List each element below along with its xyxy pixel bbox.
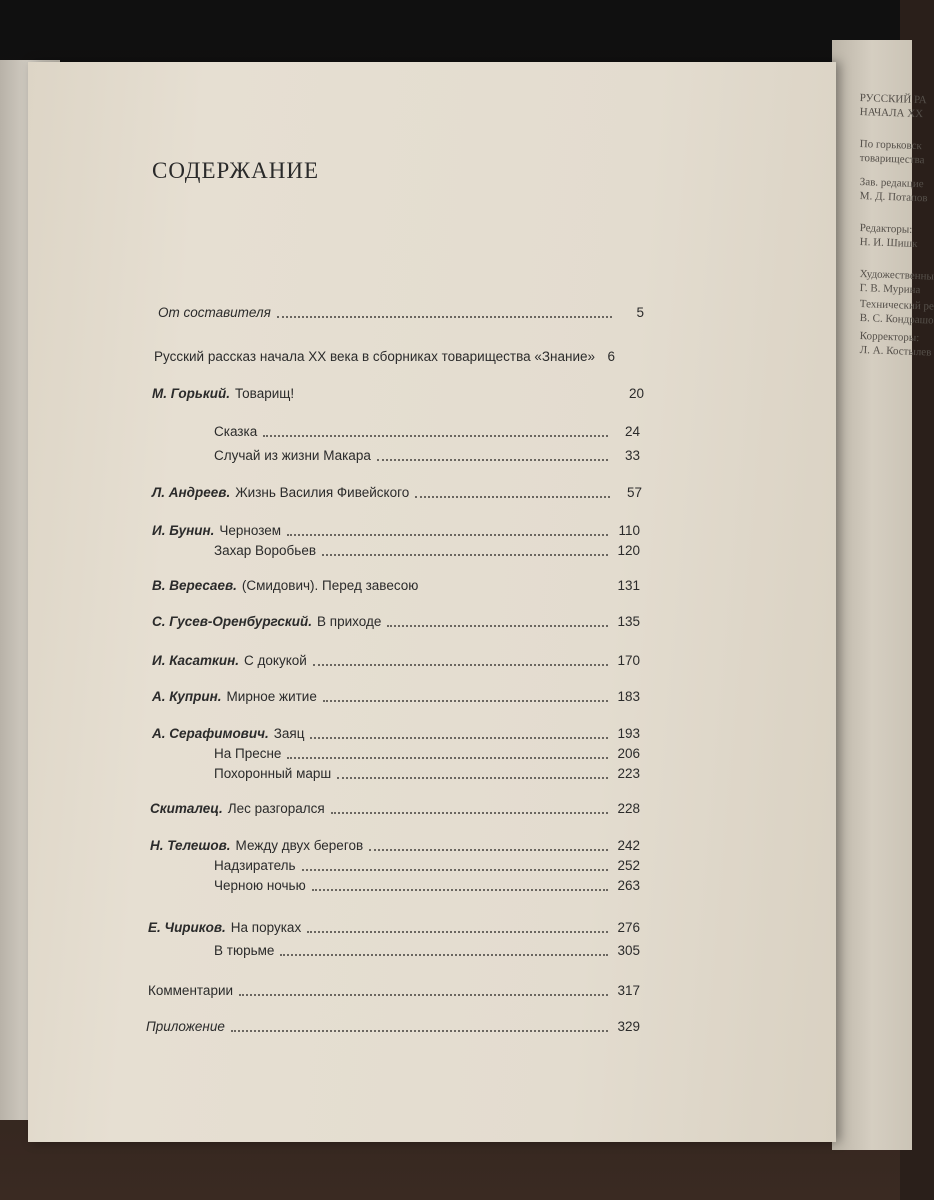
entry-title: С докукой xyxy=(244,653,307,668)
toc-entry xyxy=(148,920,640,935)
entry-author: Е. Чириков. xyxy=(148,920,226,935)
facing-page-line: В. С. Кондрашо xyxy=(859,312,934,327)
page-title: СОДЕРЖАНИЕ xyxy=(152,158,320,183)
entry-author: М. Горький. xyxy=(152,386,230,401)
entry-title: Мирное житие xyxy=(226,689,317,704)
toc-entry xyxy=(152,386,644,401)
page-number: 57 xyxy=(626,485,642,500)
page-number: 131 xyxy=(617,578,640,593)
toc-entry xyxy=(150,801,640,816)
page-number: 242 xyxy=(617,838,640,853)
page-number: 223 xyxy=(617,766,640,781)
toc-entry xyxy=(152,523,640,538)
dot-leader xyxy=(310,737,608,739)
page-number: 20 xyxy=(628,386,644,401)
dot-leader xyxy=(322,554,608,556)
toc-entry xyxy=(152,485,642,500)
entry-title: Комментарии xyxy=(148,983,234,998)
dot-leader xyxy=(387,625,608,627)
page-number: 183 xyxy=(617,689,640,704)
entry-title: В тюрьме xyxy=(214,943,275,958)
facing-page-line: Художественны xyxy=(859,268,934,283)
facing-page-line: Г. В. Мурина xyxy=(859,282,921,297)
entry-title: Надзиратель xyxy=(214,858,296,873)
entry-title: Сказка xyxy=(214,424,258,439)
page-number: 276 xyxy=(617,920,640,935)
entry-title: Русский рассказ начала XX века в сборниках товарищества «Знание» xyxy=(154,349,596,364)
page-number: 135 xyxy=(617,614,640,629)
facing-page-line: Редакторы: xyxy=(859,222,913,236)
facing-page-line: РУССКИЙ РА xyxy=(859,92,927,107)
page-number: 170 xyxy=(617,653,640,668)
page-number: 6 xyxy=(607,349,616,364)
dot-leader xyxy=(312,889,608,891)
page-number: 305 xyxy=(617,943,640,958)
toc-entry xyxy=(214,858,640,873)
toc-entry xyxy=(214,424,640,439)
entry-author: С. Гусев-Оренбургский. xyxy=(152,614,313,629)
dot-leader xyxy=(377,459,608,461)
entry-title: Случай из жизни Макара xyxy=(214,448,371,463)
toc-entry xyxy=(150,838,640,853)
dot-leader xyxy=(337,777,608,779)
entry-title: Между двух берегов xyxy=(235,838,364,853)
entry-title: Чернозем xyxy=(219,523,282,538)
toc-entry xyxy=(214,448,640,463)
page-number: 24 xyxy=(624,424,640,439)
facing-page-line: НАЧАЛА XX xyxy=(859,106,924,121)
toc-entry xyxy=(152,726,640,741)
toc-entry xyxy=(152,614,640,629)
dot-leader xyxy=(287,757,608,759)
dot-leader xyxy=(313,664,608,666)
toc-entry xyxy=(158,305,644,320)
facing-page-line: По горьковск xyxy=(859,138,923,153)
page-number: 110 xyxy=(618,523,640,538)
entry-title: Черною ночью xyxy=(214,878,306,893)
toc-entry xyxy=(154,349,644,364)
page-number: 228 xyxy=(617,801,640,816)
entry-author: Л. Андреев. xyxy=(152,485,231,500)
toc-entry xyxy=(152,578,640,593)
dot-leader xyxy=(277,316,612,318)
entry-author: Н. Телешов. xyxy=(150,838,231,853)
toc-entry xyxy=(148,983,640,998)
entry-author: А. Куприн. xyxy=(152,689,222,704)
facing-page-line: товарищества xyxy=(859,152,925,167)
dot-leader xyxy=(239,994,608,996)
toc-entry xyxy=(146,1019,640,1034)
entry-title: Заяц xyxy=(273,726,305,741)
page-number: 263 xyxy=(617,878,640,893)
dot-leader xyxy=(307,931,608,933)
entry-author: В. Вересаев. xyxy=(152,578,237,593)
dot-leader xyxy=(415,496,610,498)
page-number: 193 xyxy=(617,726,640,741)
dot-leader xyxy=(323,700,608,702)
entry-title: (Смидович). Перед завесою xyxy=(241,578,419,593)
facing-page-line: Зав. редакцие xyxy=(859,176,924,191)
page-number: 206 xyxy=(617,746,640,761)
entry-author: Скиталец. xyxy=(150,801,223,816)
dot-leader xyxy=(280,954,608,956)
page-number: 120 xyxy=(617,543,640,558)
dot-leader xyxy=(424,589,608,591)
dot-leader xyxy=(263,435,608,437)
dot-leader xyxy=(331,812,608,814)
entry-title: Лес разгорался xyxy=(227,801,325,816)
entry-title: Приложение xyxy=(146,1019,225,1034)
facing-page-line: Н. И. Шишк xyxy=(859,236,918,251)
facing-page-line: М. Д. Потапов xyxy=(859,190,928,205)
toc-entry xyxy=(214,746,640,761)
dot-leader xyxy=(302,869,608,871)
toc-entry xyxy=(214,766,640,781)
dot-leader xyxy=(287,534,608,536)
toc-entry xyxy=(152,689,640,704)
toc-entry xyxy=(214,943,640,958)
entry-author: И. Бунин. xyxy=(152,523,215,538)
facing-page-line: Технический ре xyxy=(859,298,934,313)
entry-title: В приходе xyxy=(317,614,382,629)
facing-page-line: Л. А. Костылев xyxy=(859,344,932,359)
facing-page-line: Корректоры: xyxy=(859,330,920,345)
page-number: 33 xyxy=(624,448,640,463)
entry-author: А. Серафимович. xyxy=(152,726,269,741)
entry-title: От составителя xyxy=(158,305,271,320)
entry-author: И. Касаткин. xyxy=(152,653,240,668)
page-number: 5 xyxy=(636,305,644,320)
entry-title: Похоронный марш xyxy=(214,766,332,781)
toc-entry xyxy=(214,878,640,893)
dot-leader xyxy=(300,397,612,399)
entry-title: Захар Воробьев xyxy=(214,543,317,558)
entry-title: Жизнь Василия Фивейского xyxy=(235,485,410,500)
page-number: 252 xyxy=(617,858,640,873)
page-number: 317 xyxy=(617,983,640,998)
dot-leader xyxy=(231,1030,608,1032)
toc-entry xyxy=(152,653,640,668)
entry-title: На Пресне xyxy=(214,746,282,761)
dot-leader xyxy=(369,849,608,851)
page-number: 329 xyxy=(617,1019,640,1034)
entry-title: Товарищ! xyxy=(234,386,295,401)
entry-title: На поруках xyxy=(230,920,302,935)
toc-entry xyxy=(214,543,640,558)
